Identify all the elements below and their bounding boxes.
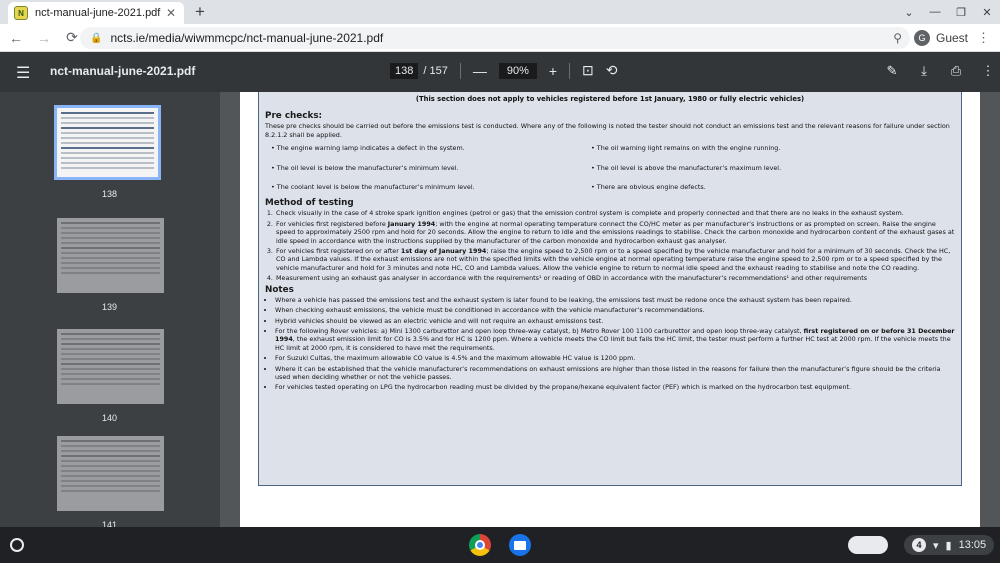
notification-badge: 4 xyxy=(912,538,926,552)
pdf-actions xyxy=(876,63,1000,79)
new-tab-button[interactable]: + xyxy=(195,2,205,21)
url-text[interactable]: ncts.ie/media/wiwmmcpc/nct-manual-june-2021.pdf xyxy=(110,31,384,45)
menu-icon[interactable]: ☰ xyxy=(16,65,31,82)
note-item: • For Suzuki Cultas, the maximum allowable CO value is 4.5% and the maximum allowable HC value is 1200 ppm. xyxy=(275,354,955,362)
pdf-viewer[interactable] xyxy=(220,92,1000,527)
tab-search-icon[interactable]: ⌄ xyxy=(904,6,914,19)
divider xyxy=(460,63,461,79)
tab-title: nct-manual-june-2021.pdf xyxy=(35,7,161,19)
precheck-item: • The engine warning lamp indicates a defect in the system. xyxy=(271,144,465,153)
emissions-section-box xyxy=(258,92,962,486)
launcher-icon[interactable] xyxy=(10,538,24,552)
avatar-icon: G xyxy=(914,30,930,46)
method-step: 4. Measurement using an exhaust gas analyser in accordance with the requirements¹ or reading of OBD in accordance with the manufacturer’s recommendations¹ and other requirements xyxy=(275,274,955,282)
reload-icon[interactable]: ⟳ xyxy=(66,29,78,45)
annotate-icon[interactable]: ✎ xyxy=(886,63,898,78)
profile-label: Guest xyxy=(936,31,969,45)
thumbnail-141[interactable] xyxy=(54,436,165,527)
page-number-input[interactable]: 138 xyxy=(390,63,418,79)
precheck-item: • The oil warning light remains on with the engine running. xyxy=(591,144,781,153)
pdf-page xyxy=(240,92,980,527)
tab-strip xyxy=(0,0,1000,24)
page-controls xyxy=(390,62,618,79)
prechecks-list xyxy=(271,144,955,191)
precheck-item: • There are obvious engine defects. xyxy=(591,183,706,192)
minimize-icon[interactable]: — xyxy=(929,6,941,18)
zoom-input[interactable]: 90% xyxy=(499,63,537,79)
note-item: • For vehicles tested operating on LPG the hydrocarbon reading must be divided by the propane/hexane equivalent factor (PEF) which is marked on the hydrocarbon test equipment. xyxy=(275,383,955,391)
favicon-icon: N xyxy=(14,6,28,20)
back-icon[interactable]: ← xyxy=(9,29,23,46)
thumbnail-139[interactable] xyxy=(54,218,165,312)
restore-icon[interactable]: ❐ xyxy=(956,6,966,19)
battery-icon: ▮ xyxy=(945,539,952,552)
browser-menu-icon[interactable]: ⋮ xyxy=(977,30,990,45)
thumbnail-image[interactable] xyxy=(54,105,161,180)
search-icon[interactable]: ⚲ xyxy=(893,31,902,45)
page-total: / 157 xyxy=(423,64,448,77)
thumbnail-140[interactable] xyxy=(54,329,165,423)
prechecks-heading: Pre checks: xyxy=(265,111,323,122)
method-list xyxy=(275,209,955,282)
files-app-icon[interactable] xyxy=(509,534,531,556)
thumbnail-image[interactable] xyxy=(57,329,164,404)
pdf-toolbar xyxy=(0,52,1000,92)
note-item: • Hybrid vehicles should be viewed as an electric vehicle and will not require an exhaust emissions test. xyxy=(275,317,955,325)
thumbnail-sidebar[interactable] xyxy=(0,92,220,527)
thumbnail-page-number: 141 xyxy=(101,520,118,527)
holding-space-icon[interactable] xyxy=(848,536,888,554)
browser-toolbar xyxy=(0,24,1000,52)
thumbnail-image[interactable] xyxy=(57,218,164,293)
status-tray[interactable] xyxy=(904,535,994,555)
pdf-filename: nct-manual-june-2021.pdf xyxy=(50,64,196,78)
profile-button[interactable] xyxy=(914,27,968,49)
precheck-item: • The coolant level is below the manufacturer’s minimum level. xyxy=(271,183,475,192)
thumbnail-page-number: 140 xyxy=(101,413,118,423)
thumbnail-page-number: 138 xyxy=(101,189,118,199)
precheck-item: • The oil level is below the manufacturer’s minimum level. xyxy=(271,163,459,172)
notes-list xyxy=(275,296,955,392)
chrome-app-icon[interactable] xyxy=(469,534,491,556)
thumbnail-138[interactable] xyxy=(54,105,165,199)
thumbnail-image[interactable] xyxy=(57,436,164,511)
zoom-out-icon[interactable]: — xyxy=(472,62,487,79)
prechecks-intro: These pre checks should be carried out before the emissions test is conducted. Where any of the following is noted the tester should not conduct an emissions test and the relevant reasons for failure under section 8.2.1.2 shall be applied. xyxy=(265,122,950,139)
wifi-icon: ▾ xyxy=(933,539,939,552)
browser-tab[interactable] xyxy=(8,2,184,24)
method-step: 1. Check visually in the case of 4 stroke spark ignition engines (petrol or gas) that the emission control system is complete and properly connected and that there are no leaks in the exhaust system. xyxy=(275,209,955,217)
window-controls xyxy=(896,0,1000,24)
os-shelf xyxy=(0,527,1000,563)
download-icon[interactable]: ⤓ xyxy=(921,63,927,78)
zoom-in-icon[interactable]: + xyxy=(548,62,558,79)
method-heading: Method of testing xyxy=(265,198,354,209)
close-window-icon[interactable]: ✕ xyxy=(982,6,992,19)
note-item: • For the following Rover vehicles: a) Mini 1300 carburettor and open loop three-way catalyst, b) Metro Rover 100 1100 carburettor and open loop three-way catalyst, first registered on or before 31 December 1994, the exhaust emission limit for CO is 3.5% and for HC is 1200 ppm. Where a vehicle meets the CO limit but fails the HC limit, the tester must perform a further HC test at 2000 rpm. If the vehicle meets the HC limit at 2000 rpm, it is considered to have met the requirements. xyxy=(275,327,955,352)
section-banner: (This section does not apply to vehicles registered before 1st January, 1980 or fully electric vehicles) xyxy=(415,95,805,103)
method-step: 3. For vehicles first registered on or after 1st day of January 1994; raise the engine speed to 2,500 rpm or to a speed specified by the vehicle manufacturer and hold for a minimum of 30 seconds. Check the HC, CO and Lambda values. If the exhaust emissions are not within the specified limits with the vehicle engine at normal operating temperature raise the engine speed to 2,500 rpm or to a speed specified by the vehicle manufacturer and hold for 3 minutes and note HC, CO and Lambda values. Allow the vehicle engine to return to normal idle speed and the exhaust reading to stabilise and note the CO reading. xyxy=(275,247,955,272)
print-icon[interactable]: ⎙ xyxy=(950,63,962,78)
divider xyxy=(569,63,570,79)
close-tab-icon[interactable]: ✕ xyxy=(165,6,177,20)
thumbnail-page-number: 139 xyxy=(101,302,118,312)
clock: 13:05 xyxy=(958,539,987,551)
method-step: 2. For vehicles first registered before January 1994; with the engine at normal operating temperature connect the CO/HC meter as per manufacturer’s instructions or as prompted on screen. Raise the engine speed to approximately 2500 rpm and hold for 20 seconds. Allow the engine to return to idle and the emissions readings to stabilise. Check the carbon monoxide and hydrocarbon content of the exhaust gases at idle speed in accordance with the instructions supplied by the manufacturer of the carbon monoxide and hydrocarbon exhaust gas analyser. xyxy=(275,220,955,245)
address-bar[interactable] xyxy=(80,27,910,49)
rotate-icon[interactable]: ⟲ xyxy=(605,62,618,78)
fit-page-icon[interactable]: ⊡ xyxy=(582,62,594,78)
note-item: • When checking exhaust emissions, the vehicle must be conditioned in accordance with the vehicle manufacturer’s recommendations. xyxy=(275,306,955,314)
precheck-item: • The oil level is above the manufacturer’s maximum level. xyxy=(591,163,782,172)
note-item: • Where a vehicle has passed the emissions test and the exhaust system is later found to be leaking, the emissions test must be redone once the exhaust system has been repaired. xyxy=(275,296,955,304)
forward-icon[interactable]: → xyxy=(37,29,51,46)
note-item: • Where it can be established that the vehicle manufacturer’s recommendations on exhaust emissions are higher than those listed in the reasons for failure then the manufacturer’s figure should be the criteria used when deciding whether or not the vehicle passes. xyxy=(275,365,955,382)
more-icon[interactable]: ⋮ xyxy=(981,63,995,78)
notes-heading: Notes xyxy=(265,284,294,295)
lock-icon[interactable]: 🔒 xyxy=(90,32,103,44)
